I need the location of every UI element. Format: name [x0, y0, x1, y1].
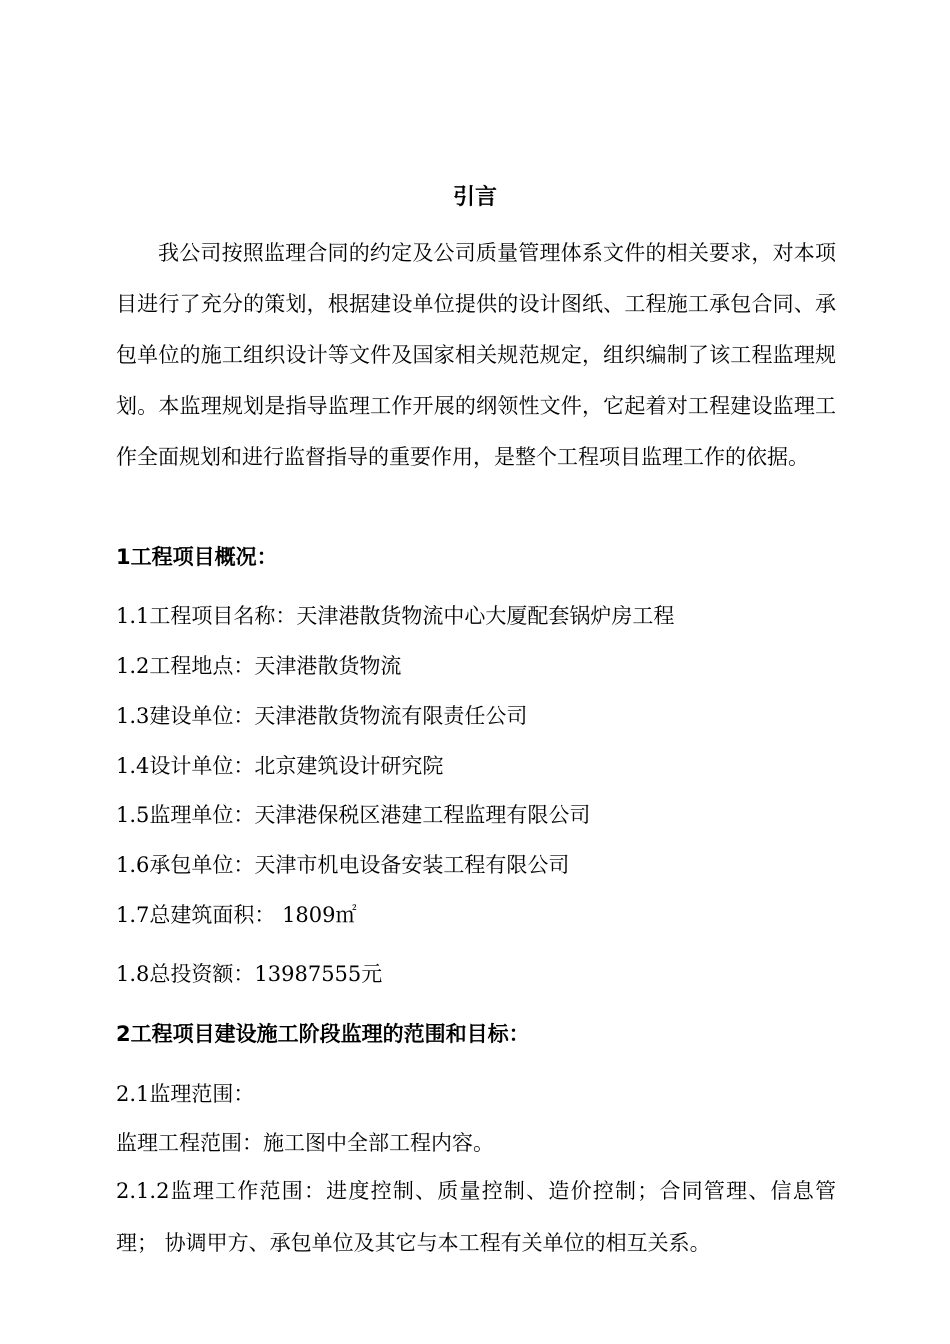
- intro-paragraph: 我公司按照监理合同的约定及公司质量管理体系文件的相关要求，对本项目进行了充分的策划，根据建设单位提供的设计图纸、工程施工承包合同、承包单位的施工组织设计等文件及国家相关规范规定，组织编制了该工程监理规划。本监理规划是指导监理工作开展的纲领性文件，它起着对工程建设监理工作全面规划和进行监督指导的重要作用，是整个工程项目监理工作的依据。: [116, 241, 836, 469]
- section-2-heading: 2工程项目建设施工阶段监理的范围和目标：: [116, 1022, 530, 1046]
- document-title: 引言: [452, 185, 497, 210]
- item-1-6: 1.6承包单位：天津市机电设备安装工程有限公司: [116, 853, 570, 877]
- item-1-5: 1.5监理单位：天津港保税区港建工程监理有限公司: [116, 803, 591, 827]
- item-1-4: 1.4设计单位：北京建筑设计研究院: [116, 754, 444, 778]
- scope-line: 监理工程范围：施工图中全部工程内容。: [116, 1131, 494, 1155]
- section-1-heading: 1工程项目概况：: [116, 545, 278, 569]
- item-1-3: 1.3建设单位：天津港散货物流有限责任公司: [116, 704, 528, 728]
- item-2-1: 2.1监理范围：: [116, 1082, 255, 1106]
- item-1-1: 1.1工程项目名称：天津港散货物流中心大厦配套锅炉房工程: [116, 604, 675, 628]
- work-scope-paragraph: 2.1.2监理工作范围：进度控制、质量控制、造价控制；合同管理、信息管理； 协调甲方、承包单位及其它与本工程有关单位的相互关系。: [116, 1179, 836, 1255]
- item-1-8: 1.8总投资额：13987555元: [116, 962, 383, 986]
- item-1-2: 1.2工程地点：天津港散货物流: [116, 654, 402, 678]
- item-1-7: 1.7总建筑面积： 1809㎡: [116, 903, 357, 927]
